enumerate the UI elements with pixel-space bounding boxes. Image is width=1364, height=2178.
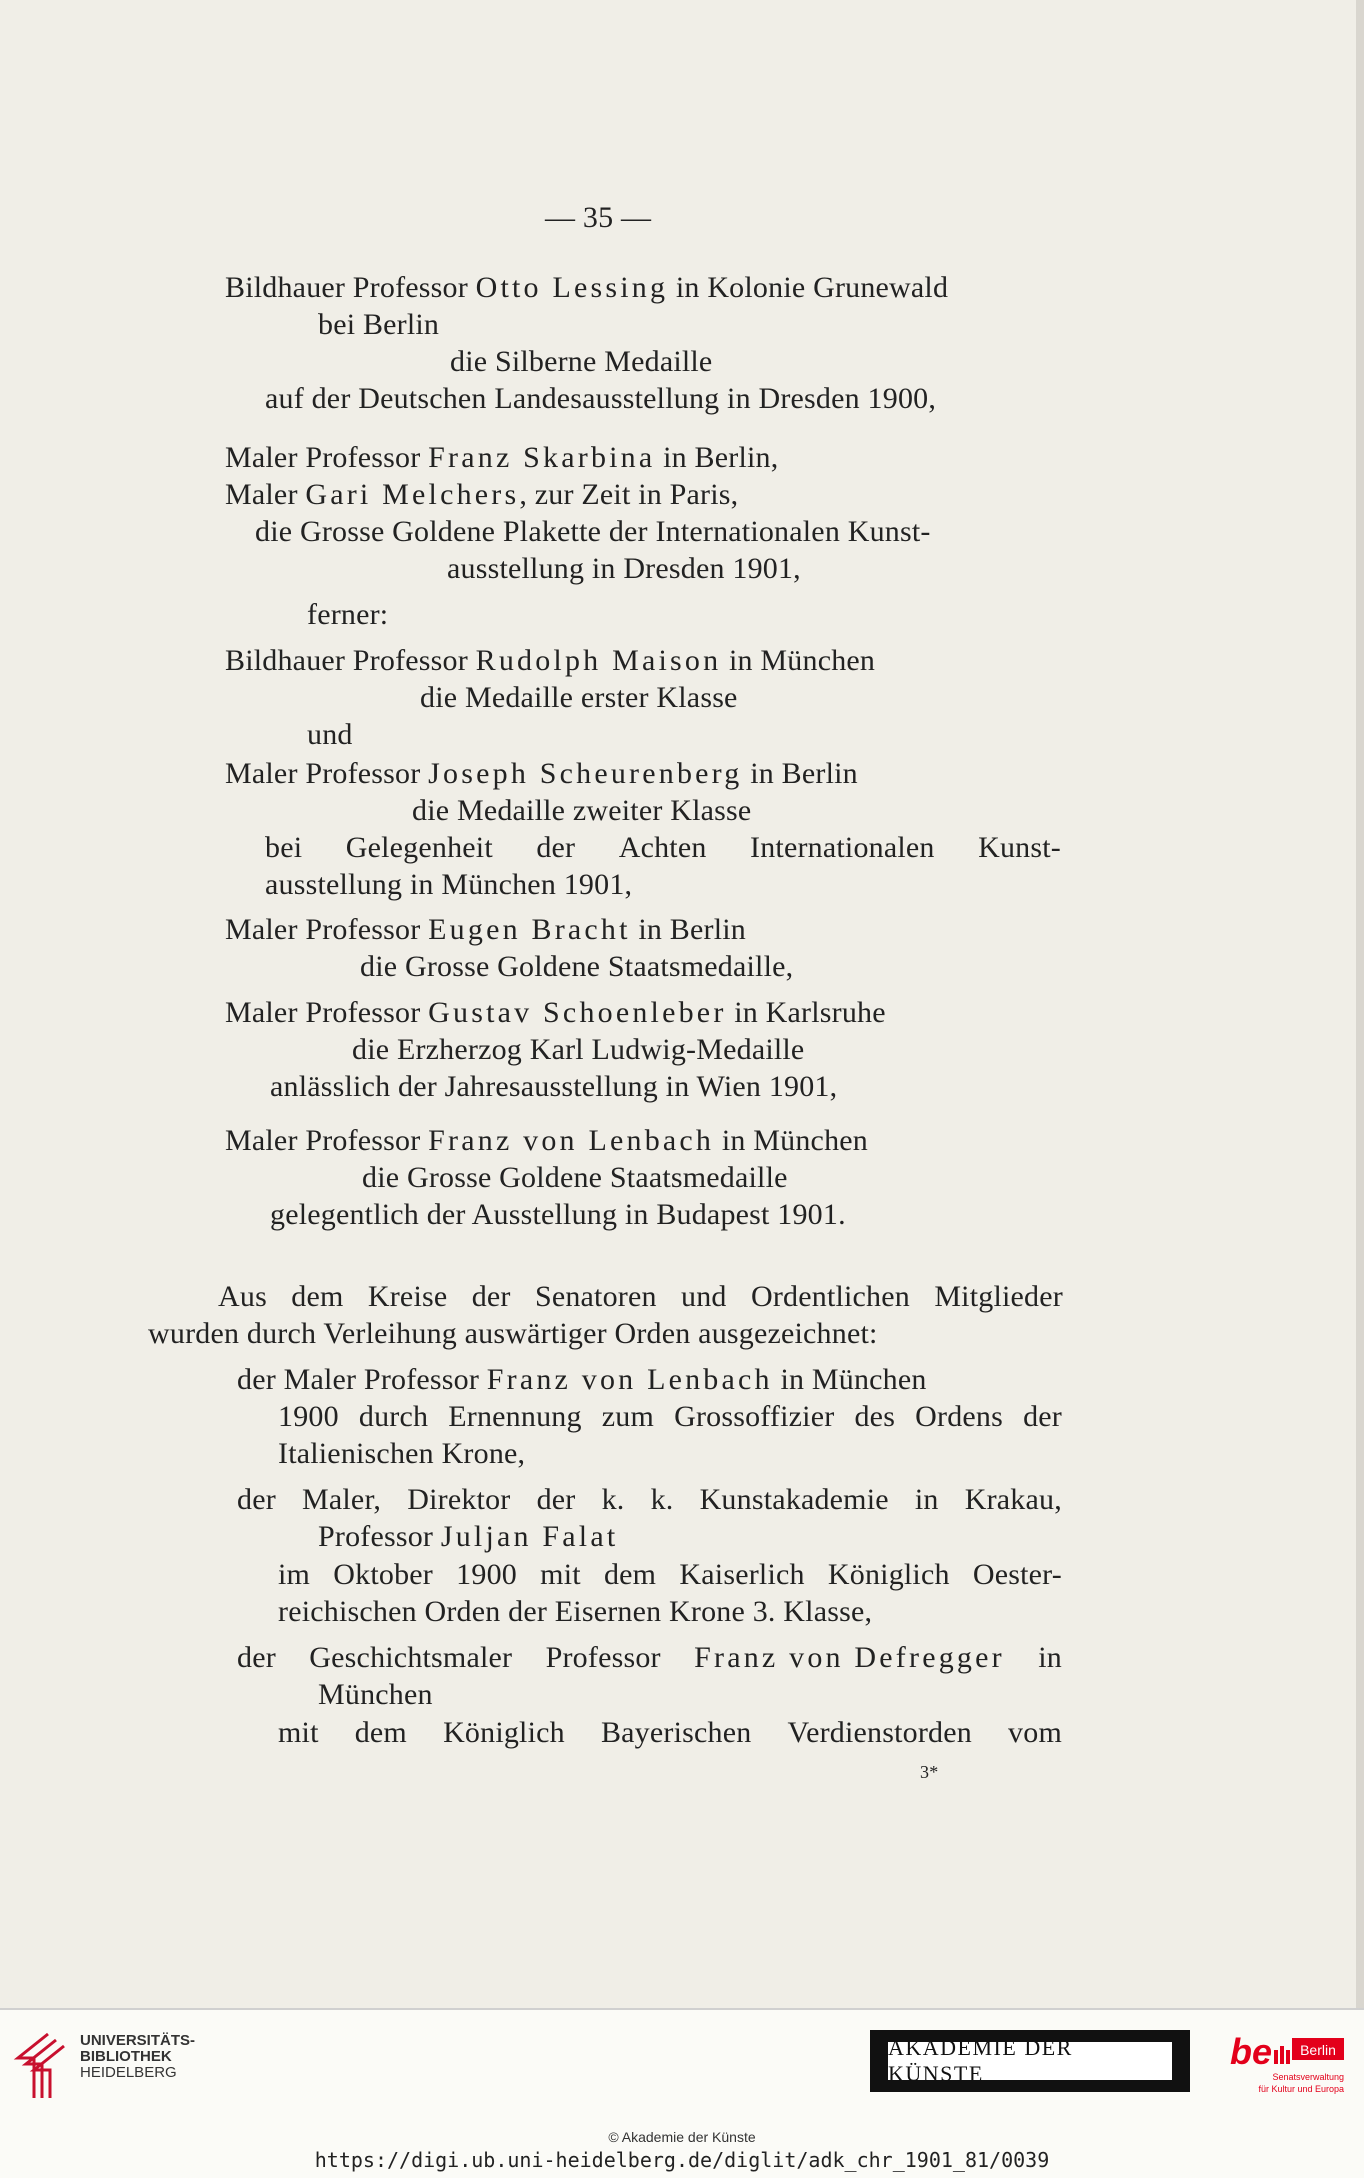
word: der: [471, 1280, 511, 1313]
word: Direktor: [407, 1483, 511, 1516]
text-line: [278, 1436, 525, 1472]
signature-mark: 3*: [920, 1762, 939, 1782]
text-line: [362, 1160, 788, 1196]
text-segment: Maler Professor: [225, 1124, 429, 1157]
word: Kunstakademie: [699, 1483, 889, 1516]
text-line: [225, 912, 746, 948]
word: der: [536, 1483, 576, 1516]
text-segment: anlässlich der Jahresausstellung in Wien 1901,: [270, 1070, 838, 1103]
word: Senatoren: [534, 1280, 657, 1313]
word: und: [681, 1280, 727, 1313]
word: Professor: [545, 1641, 661, 1674]
text-segment: die Grosse Goldene Staatsmedaille: [362, 1161, 788, 1194]
text-line: [270, 1069, 837, 1105]
word: Ordentlichen: [750, 1280, 910, 1313]
text-segment: die Grosse Goldene Staatsmedaille,: [360, 950, 794, 983]
word: Kreise: [367, 1280, 448, 1313]
text-segment: bei Berlin: [318, 308, 440, 341]
text-line: [225, 1123, 868, 1159]
person-name: Eugen Bracht: [428, 913, 631, 946]
word: Ernennung: [448, 1400, 582, 1433]
university-library-logo-icon: [12, 2028, 68, 2104]
word: Königlich: [827, 1558, 950, 1591]
library-line-3: HEIDELBERG: [80, 2064, 177, 2081]
text-segment: Maler Professor: [225, 757, 429, 790]
academy-logo: [870, 2030, 1190, 2092]
person-name: Rudolph Maison: [475, 644, 722, 677]
text-line: [225, 643, 875, 679]
library-line-1: UNIVERSITÄTS-: [80, 2032, 196, 2049]
word: der: [1023, 1400, 1062, 1433]
text-line: [307, 717, 353, 753]
text-line: [318, 1677, 433, 1713]
word: Bayerischen: [600, 1716, 752, 1749]
word: 1900: [456, 1558, 517, 1591]
text-segment: gelegentlich der Ausstellung in Budapest 1901.: [270, 1198, 846, 1231]
text-segment: in Kolonie Grunewald: [668, 271, 949, 304]
word: Gelegenheit: [345, 831, 493, 864]
word: Maler,: [302, 1483, 382, 1516]
person-name: Gustav Schoenleber: [428, 996, 727, 1029]
text-segment: Bildhauer Professor: [225, 644, 476, 677]
text-segment: Professor: [318, 1520, 441, 1553]
word: im: [278, 1558, 311, 1591]
berlin-senate-logo-icon: [1228, 2024, 1346, 2102]
person-name: Gari Melchers: [305, 478, 520, 511]
word: Achten: [618, 831, 707, 864]
word: Kunst-: [978, 831, 1061, 864]
word: k.: [650, 1483, 674, 1516]
berlin-logo-be: be: [1230, 2031, 1273, 2072]
text-line: [225, 477, 738, 513]
text-line: [218, 1279, 1063, 1315]
text-line: [412, 793, 751, 829]
text-line: [420, 680, 738, 716]
text-line: [278, 1715, 1062, 1751]
word: mit: [540, 1558, 581, 1591]
word: des: [854, 1400, 896, 1433]
text-segment: in Karlsruhe: [726, 996, 886, 1029]
word: Verdienstorden: [787, 1716, 972, 1749]
text-line: [270, 1197, 846, 1233]
copyright-notice: © Akademie der Künste: [608, 2129, 756, 2145]
text-segment: die Medaille zweiter Klasse: [412, 794, 752, 827]
text-line: [307, 597, 388, 633]
text-segment: ausstellung in München 1901,: [265, 868, 633, 901]
text-line: [352, 1032, 804, 1068]
text-segment: reichischen Orden der Eisernen Krone 3. Klasse,: [278, 1595, 873, 1628]
text-line: [278, 1557, 1062, 1593]
text-segment: Maler: [225, 478, 306, 511]
text-segment: Maler Professor: [225, 996, 429, 1029]
text-line: [225, 440, 778, 476]
text-line: [278, 1594, 872, 1630]
footer: [0, 2008, 1364, 2178]
text-line: [225, 995, 886, 1031]
library-line-2: BIBLIOTHEK: [80, 2048, 172, 2065]
word: dem: [603, 1558, 657, 1591]
text-segment: Italienischen Krone,: [278, 1437, 526, 1470]
word: zum: [601, 1400, 655, 1433]
text-line: [360, 949, 793, 985]
word: Oester-: [972, 1558, 1062, 1591]
word: der: [536, 831, 576, 864]
text-line: [265, 830, 1061, 866]
word: dem: [354, 1716, 407, 1749]
text-segment: in Berlin,: [655, 441, 779, 474]
word: Krakau,: [964, 1483, 1062, 1516]
text-line: [447, 551, 801, 587]
text-line: [318, 1519, 618, 1555]
person-name: Juljan Falat: [440, 1520, 619, 1553]
word: Grossoffizier: [674, 1400, 835, 1433]
word: dem: [291, 1280, 344, 1313]
text-segment: in München: [772, 1363, 927, 1396]
text-segment: die Silberne Medaille: [450, 345, 713, 378]
text-segment: in Berlin: [630, 913, 746, 946]
text-segment: die Erzherzog Karl Ludwig-Medaille: [352, 1033, 805, 1066]
person-name: Franz von Lenbach: [486, 1363, 773, 1396]
word: der: [237, 1641, 276, 1674]
text-segment: Maler Professor: [225, 913, 429, 946]
text-line: [237, 1362, 927, 1398]
text-segment: in München: [714, 1124, 868, 1157]
text-line: [225, 756, 858, 792]
person-name: Franz von Lenbach: [428, 1124, 715, 1157]
word: bei: [265, 831, 303, 864]
berlin-logo-sub2: für Kultur und Europa: [1258, 2084, 1344, 2094]
text-line: [450, 344, 712, 380]
person-name: Joseph Scheurenberg: [428, 757, 743, 790]
text-line: [225, 270, 948, 306]
page-number: — 35 —: [545, 201, 652, 234]
text-segment: in Berlin: [742, 757, 858, 790]
text-line: [318, 307, 439, 343]
text-segment: Maler Professor: [225, 441, 429, 474]
university-library-name: [80, 2033, 195, 2081]
text-segment: die Grosse Goldene Plakette der Internationalen Kunst-: [255, 515, 931, 548]
word: der: [237, 1483, 276, 1516]
text-line: [237, 1640, 1062, 1676]
word: Oktober: [333, 1558, 433, 1591]
word: vom: [1008, 1716, 1062, 1749]
text-segment: wurden durch Verleihung auswärtiger Orden ausgezeichnet:: [148, 1317, 878, 1350]
text-line: [265, 381, 936, 417]
academy-logo-label: AKADEMIE DER KÜNSTE: [888, 2042, 1172, 2080]
word: mit: [278, 1716, 319, 1749]
text-segment: der Maler Professor: [237, 1363, 487, 1396]
text-segment: , zur Zeit in Paris,: [519, 478, 739, 511]
word: Geschichtsmaler: [309, 1641, 513, 1674]
word: Mitglieder: [934, 1280, 1063, 1313]
word: Kaiserlich: [679, 1558, 805, 1591]
text-segment: Bildhauer Professor: [225, 271, 476, 304]
word: Ordens: [915, 1400, 1003, 1433]
text-line: [255, 514, 931, 550]
word: Internationalen: [750, 831, 935, 864]
text-segment: in München: [721, 644, 876, 677]
word: in: [1038, 1641, 1062, 1674]
word: 1900: [278, 1400, 339, 1433]
person-name: Franz Skarbina: [428, 441, 656, 474]
text-segment: und: [307, 718, 353, 751]
word: Franz von Defregger: [694, 1641, 1005, 1674]
word: k.: [601, 1483, 625, 1516]
footer-divider: [0, 2008, 1364, 2010]
text-segment: ferner:: [307, 598, 389, 631]
text-segment: ausstellung in Dresden 1901,: [447, 552, 801, 585]
text-line: [148, 1316, 878, 1352]
person-name: Otto Lessing: [475, 271, 669, 304]
text-segment: die Medaille erster Klasse: [420, 681, 738, 714]
word: Königlich: [443, 1716, 565, 1749]
text-line: [237, 1482, 1062, 1518]
text-segment: München: [318, 1678, 433, 1711]
document-url[interactable]: https://digi.ub.uni-heidelberg.de/diglit/adk_chr_1901_81/0039: [314, 2148, 1050, 2172]
berlin-logo-sub1: Senatsverwaltung: [1272, 2072, 1344, 2082]
text-line: [265, 867, 632, 903]
word: durch: [358, 1400, 429, 1433]
word: Aus: [218, 1280, 267, 1313]
word: in: [914, 1483, 939, 1516]
text-line: [278, 1399, 1062, 1435]
text-segment: auf der Deutschen Landesausstellung in Dresden 1900,: [265, 382, 937, 415]
berlin-logo-box-text: Berlin: [1300, 2042, 1336, 2058]
